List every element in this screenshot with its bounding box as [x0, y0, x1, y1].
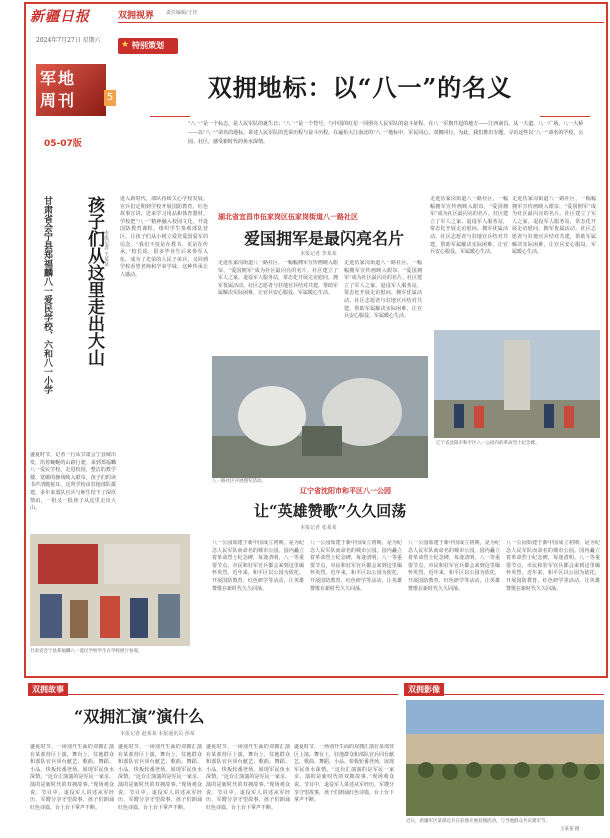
story-title: “双拥汇演”演什么 — [74, 707, 205, 726]
weekly-badge — [36, 64, 114, 116]
masthead — [30, 6, 115, 156]
hubei-photo-caption: 八一路社区开展拥军活动。 — [212, 479, 266, 484]
section-title: 双拥视界 — [118, 11, 155, 21]
memorial-photo-graphic — [434, 330, 600, 438]
middle-column-body: 进入新时代，部队持续关心学校发展，官兵们定期到学校开展国防教育、红色故事宣讲，送来学习用品和体育器材。学校把“八一”精神融入校园文化，开设国防教育课程，组织学生参观部队营区，让孩子们从小树立爱党爱国爱军的信念。“我们不仅是在教书，更是在传承。”校长说，很多毕业生后来参军入伍，成为了光荣的人民子弟兵，又回到学校看望老师和学弟学妹，这种传承让人感动。 — [120, 196, 208, 278]
weekly-line2: 周刊 — [40, 91, 77, 110]
school-exhibition-photo — [30, 534, 190, 646]
story-body-col4: 盛夏时节，一场别开生面的双拥汇演在某部营区上演。舞台上，驻地群众和部队官兵同台献艺，歌曲、舞蹈、小品、快板轮番登场，展现军民鱼水深情。“这台汇演演的是军民一家亲，演的是新时代的双拥故事。”现场观众说。节目中，退役军人讲述从军经历，军嫂分享守望故事，孩子们朗诵红色诗篇，台上台下掌声不断。 — [294, 744, 394, 804]
left-article-title: 孩子们从这里走出大山 — [84, 196, 104, 366]
weekly-number: 5 — [104, 90, 116, 106]
hubei-title: 爱国拥军是最闪亮名片 — [244, 229, 405, 248]
story-author: 本报记者 赵某某 本报通讯员 孙某 — [120, 731, 195, 737]
title-rule-left — [150, 116, 190, 117]
hubei-body-col2: 走进伍家岗街道八一路社区，一幅幅拥军宣传画映入眼帘，“爱国拥军”成为社区最闪亮的名片。社区建立了军人之家、退役军人服务站，常态化开展走访慰问、拥军优属活动。社区志愿者与驻地官兵结对共建，帮助军属解决实际困难，让官兵安心服役、军属暖心生活。 — [344, 260, 422, 320]
editor-credit: 责任编辑/王钰 — [166, 10, 198, 16]
liaoning-body-col2: 八一公园始建于新中国成立初期，是为纪念人民军队而命名的城市公园。园内矗立着革命烈士纪念碑，每逢清明、八一等重要节点，市民和驻军官兵都会来到这里缅怀英烈。近年来，和平区以公园为依托，开展国防教育、红色研学等活动，让英雄赞歌在新时代久久回荡。 — [310, 540, 402, 592]
soldiers-photo-caption: 近日，新疆军区某部官兵在驻地开展双拥活动，与当地群众共庆建军节。 — [406, 819, 550, 824]
image-section-tag: 双拥影像 — [404, 683, 444, 696]
feature-banner-label: 特别策划 — [132, 41, 164, 50]
feature-title: 双拥地标：以“八一”的名义 — [207, 73, 513, 102]
publication-date: 2024年7月27日 星期六 — [36, 37, 101, 44]
left-article-subtitle: 甘肃省会宁县郑福麟八一爱民学校、六和八一小学 — [42, 196, 52, 394]
memorial-photo-caption: 辽宁省沈阳市和平区八一公园内的革命烈士纪念碑。 — [436, 441, 540, 446]
weekly-line1: 军地 — [40, 69, 77, 88]
star-icon: ★ — [121, 40, 130, 50]
story-body-col3: 盛夏时节，一场别开生面的双拥汇演在某部营区上演。舞台上，驻地群众和部队官兵同台献艺，歌曲、舞蹈、小品、快板轮番登场，展现军民鱼水深情。“这台汇演演的是军民一家亲，演的是新时代的双拥故事。”现场观众说。节目中，退役军人讲述从军经历，军嫂分享守望故事，孩子们朗诵红色诗篇，台上台下掌声不断。 — [206, 744, 290, 811]
liaoning-body-col3: 八一公园始建于新中国成立初期，是为纪念人民军队而命名的城市公园。园内矗立着革命烈士纪念碑，每逢清明、八一等重要节点，市民和驻军官兵都会来到这里缅怀英烈。近年来，和平区以公园为依托，开展国防教育、红色研学等活动，让英雄赞歌在新时代久久回荡。 — [408, 540, 500, 592]
feature-lead: “八一”是一个标志，是人民军队的诞生日；“八一”是一个符号，与中国的红星一同照亮人民军队的奋斗征程。在八一军旗升起的地方——江西南昌、从一大道、八一广场、八一大桥——以“八一”命名的地标，讲述人民军队的光荣历程与奋斗历程。在遍布大江南北的“八一”地标中，军民同心、双拥同行。为此，我们推出专题，寻访这些以“八一”命名的学校、公园、社区，感受新时代的鱼水深情。 — [188, 121, 584, 145]
liaoning-author: 本报记者 张某某 — [300, 525, 337, 531]
hubei-body-col1: 走进伍家岗街道八一路社区，一幅幅拥军宣传画映入眼帘，“爱国拥军”成为社区最闪亮的名片。社区建立了军人之家、退役军人服务站，常态化开展走访慰问、拥军优属活动。社区志愿者与驻地官兵结对共建，帮助军属解决实际困难，让官兵安心服役、军属暖心生活。 — [218, 260, 338, 297]
story-body-col2: 盛夏时节，一场别开生面的双拥汇演在某部营区上演。舞台上，驻地群众和部队官兵同台献艺，歌曲、舞蹈、小品、快板轮番登场，展现军民鱼水深情。“这台汇演演的是军民一家亲，演的是新时代的双拥故事。”现场观众说。节目中，退役军人讲述从军经历，军嫂分享守望故事，孩子们朗诵红色诗篇，台上台下掌声不断。 — [118, 744, 202, 811]
liaoning-body-col4: 八一公园始建于新中国成立初期，是为纪念人民军队而命名的城市公园。园内矗立着革命烈士纪念碑，每逢清明、八一等重要节点，市民和驻军官兵都会来到这里缅怀英烈。近年来，和平区以公园为依托，开展国防教育、红色研学等活动，让英雄赞歌在新时代久久回荡。 — [506, 540, 600, 592]
photographer-credit: 王某某 摄 — [560, 827, 580, 832]
hubei-body-col3: 走进伍家岗街道八一路社区，一幅幅拥军宣传画映入眼帘，“爱国拥军”成为社区最闪亮的名片。社区建立了军人之家、退役军人服务站，常态化开展走访慰问、拥军优属活动。社区志愿者与驻地官兵结对共建，帮助军属解决实际困难，让官兵安心服役、军属暖心生活。 — [430, 196, 508, 256]
hubei-kicker: 湖北省宜昌市伍家岗区伍家岗街道八一路社区 — [218, 213, 358, 221]
liaoning-kicker: 辽宁省沈阳市和平区八一公园 — [300, 487, 391, 495]
statue-photo — [212, 356, 428, 478]
soldiers-photo — [406, 700, 604, 816]
newspaper-logo: 新疆日报 — [30, 9, 90, 25]
soldiers-photo-graphic — [406, 700, 604, 816]
statue-photo-graphic — [212, 356, 428, 478]
image-section-rule — [404, 694, 604, 695]
school-photo-caption: 甘肃省会宁县郑福麟八一爱民学校学生在学校展厅参观。 — [30, 649, 143, 654]
edition-range: 05-07版 — [44, 139, 82, 149]
story-body-col1: 盛夏时节，一场别开生面的双拥汇演在某部营区上演。舞台上，驻地群众和部队官兵同台献艺，歌曲、舞蹈、小品、快板轮番登场，展现军民鱼水深情。“这台汇演演的是军民一家亲，演的是新时代的双拥故事。”现场观众说。节目中，退役军人讲述从军经历，军嫂分享守望故事，孩子们朗诵红色诗篇，台上台下掌声不断。 — [30, 744, 114, 811]
school-photo-graphic — [30, 534, 190, 646]
left-article-body: 盛夏时节，记者一行从甘肃会宁县城出发，沿着蜿蜒的山路行驶，来到郑福麟八一爱民学校。走进校园，整洁的教学楼、宽敞的操场映入眼帘，孩子们的读书声清脆悦耳。这所学校由驻地部队援建，多年来部队官兵与师生结下了深厚情谊，一批又一批孩子从这里走出大山。 — [30, 452, 116, 512]
memorial-photo — [434, 330, 600, 438]
liaoning-title: 让“英雄赞歌”久久回荡 — [254, 502, 407, 520]
left-article-author: 本报记者 王某某 — [103, 230, 109, 267]
story-section-rule — [28, 694, 398, 695]
liaoning-body-col1: 八一公园始建于新中国成立初期，是为纪念人民军队而命名的城市公园。园内矗立着革命烈士纪念碑，每逢清明、八一等重要节点，市民和驻军官兵都会来到这里缅怀英烈。近年来，和平区以公园为依托，开展国防教育、红色研学等活动，让英雄赞歌在新时代久久回荡。 — [212, 540, 304, 592]
story-section-tag: 双拥故事 — [28, 683, 68, 696]
title-rule-right — [540, 116, 590, 117]
hubei-body-col4: 走进伍家岗街道八一路社区，一幅幅拥军宣传画映入眼帘，“爱国拥军”成为社区最闪亮的名片。社区建立了军人之家、退役军人服务站，常态化开展走访慰问、拥军优属活动。社区志愿者与驻地官兵结对共建，帮助军属解决实际困难，让官兵安心服役、军属暖心生活。 — [512, 196, 596, 256]
hubei-author: 本报记者 李某某 — [300, 251, 337, 257]
header-rule — [118, 22, 604, 23]
